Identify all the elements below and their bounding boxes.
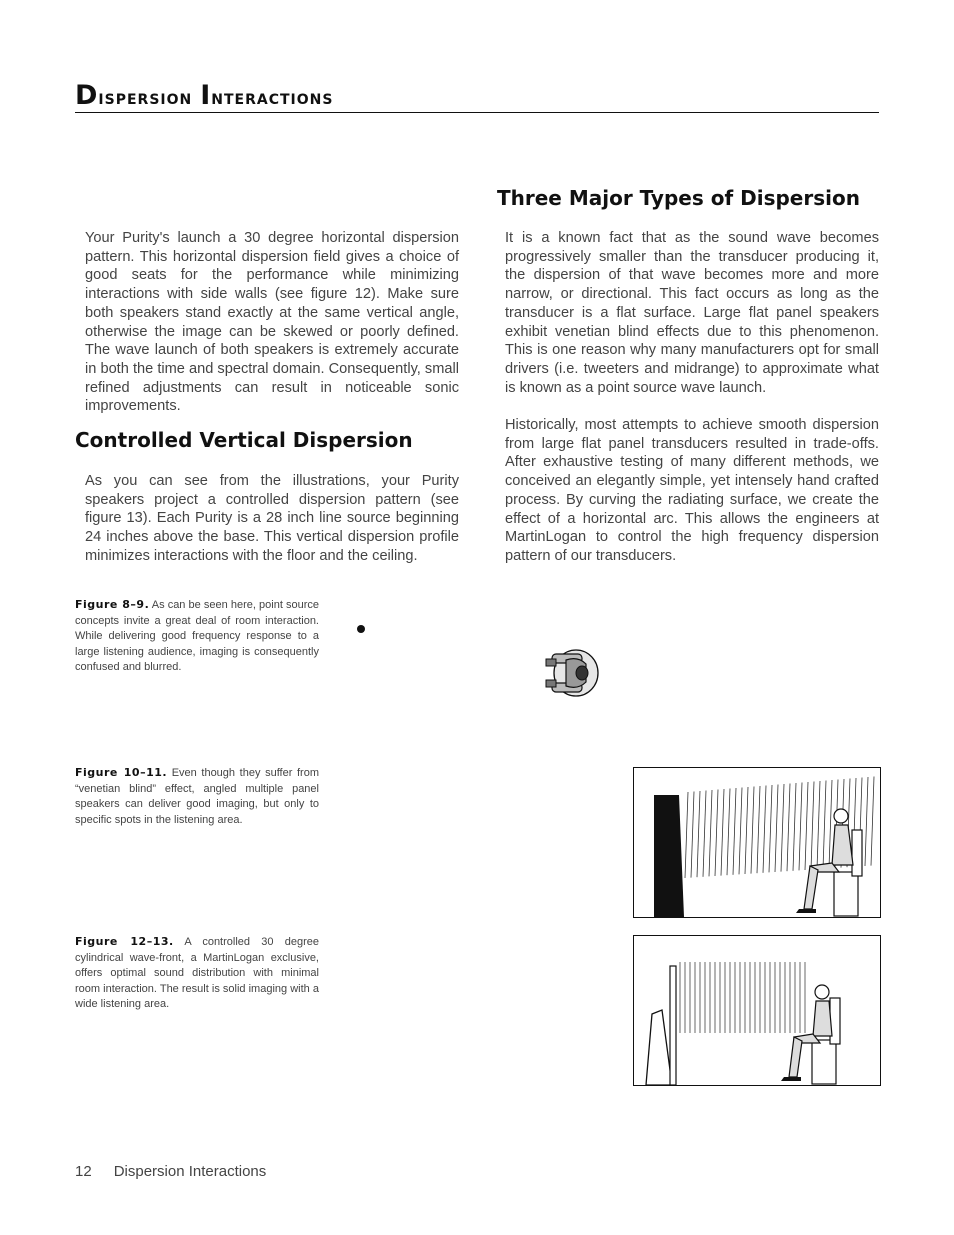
controlled-dispersion-illustration bbox=[634, 936, 880, 1085]
venetian-blind-figure bbox=[633, 767, 881, 918]
venetian-blind-illustration bbox=[634, 768, 880, 917]
dispersion-line bbox=[727, 789, 730, 876]
dispersion-line bbox=[763, 786, 766, 873]
dispersion-line bbox=[769, 785, 772, 872]
dispersion-line bbox=[697, 791, 700, 877]
dispersion-line bbox=[865, 777, 868, 866]
heading-controlled-vertical: Controlled Vertical Dispersion bbox=[75, 428, 413, 452]
heading-three-major-types: Three Major Types of Dispersion bbox=[497, 186, 860, 210]
footer-section-title: Dispersion Interactions bbox=[113, 1163, 267, 1180]
dispersion-line bbox=[787, 784, 790, 872]
page-footer bbox=[75, 1163, 288, 1180]
page-number: 12 bbox=[75, 1163, 92, 1180]
dispersion-line bbox=[799, 783, 802, 871]
dispersion-line bbox=[829, 780, 832, 868]
dispersion-line bbox=[805, 782, 808, 870]
dispersion-paragraph-2: Historically, most attempts to achieve smooth dispersion from large flat panel transducers resulted in trade-offs. After exhaustive testing of many different methods, we conceived an elegantly simple, yet intensely hand crafted process. By curving the radiating surface, we create the effect of a horizontal arc. This allows the engineers at MartinLogan to control the high frequency dispersion pattern of our transducers. bbox=[505, 417, 879, 564]
title-rule bbox=[75, 112, 879, 113]
figure-label: Figure 10–11. bbox=[75, 766, 168, 779]
listener-top-view-illustration bbox=[540, 646, 602, 700]
figure-label: Figure 8–9. bbox=[75, 598, 150, 611]
dispersion-line bbox=[871, 777, 874, 866]
dispersion-line bbox=[691, 792, 694, 878]
dispersion-line bbox=[775, 785, 778, 873]
dispersion-paragraph-1: It is a known fact that as the sound wave becomes progressively smaller than the transducer producing it, the dispersion of that wave becomes more and more narrow, or directional. This fact occurs as long as the transducer is a flat surface. Large flat panel speakers exhibit venetian blind effects due to this phenomenon. This is one reason why many manufacturers opt for small drivers (i.e. tweeters and midrange) to approximate what is known as a point source wave launch. bbox=[505, 230, 879, 396]
vertical-dispersion-paragraph: As you can see from the illustrations, your Purity speakers project a controlled dispersion pattern (see figure 13). Each Purity is a 28 inch line source beginning 24 inches above the base. This vertical dispersion profile minimizes interactions with the floor and the ceiling. bbox=[85, 473, 459, 564]
dispersion-line bbox=[715, 790, 718, 877]
dispersion-line bbox=[739, 788, 742, 875]
figure-caption-12-13: Figure 12–13. A controlled 30 degree cylindrical wave-front, a MartinLogan exclusive, offers optimal sound distribution with minimal room interaction. The result is solid imaging with a wide listening area. bbox=[75, 935, 320, 1010]
figure-caption-8-9: Figure 8–9. As can be seen here, point source concepts invite a great deal of room interaction. While delivering good frequency response to a large listening audience, imaging is consequently confused and blurred. bbox=[75, 598, 319, 673]
dispersion-line bbox=[703, 791, 706, 877]
dispersion-line bbox=[823, 781, 826, 869]
point-source-dot-illustration bbox=[354, 622, 368, 636]
figure-label: Figure 12–13. bbox=[75, 935, 174, 948]
dispersion-line bbox=[733, 788, 736, 875]
dispersion-line bbox=[751, 787, 754, 874]
controlled-dispersion-figure bbox=[633, 935, 881, 1086]
dispersion-line bbox=[781, 784, 784, 872]
page-title: Dispersion Interactions bbox=[75, 80, 334, 111]
dispersion-line bbox=[685, 792, 688, 878]
dispersion-line bbox=[745, 787, 748, 874]
dispersion-line bbox=[721, 789, 724, 876]
dispersion-line bbox=[811, 782, 814, 870]
dispersion-line bbox=[793, 783, 796, 871]
intro-paragraph: Your Purity's launch a 30 degree horizontal dispersion pattern. This horizontal dispersion field gives a choice of good seats for the performance while minimizing interactions with side walls (see figure 12). Make sure both speakers stand exactly at the same vertical angle, otherwise the image can be skewed or poorly defined. The wave launch of both speakers is extremely accurate in both the time and spectral domain. Consequently, small refined adjustments can result in noticeable sonic improvements. bbox=[85, 230, 459, 415]
dispersion-line bbox=[709, 790, 712, 876]
dispersion-line bbox=[817, 781, 820, 869]
dispersion-line bbox=[757, 786, 760, 873]
figure-caption-10-11: Figure 10–11. Even though they suffer from “venetian blind” effect, angled multiple panel speakers can deliver good imaging, but only to specific spots in the listening area. bbox=[75, 766, 320, 826]
